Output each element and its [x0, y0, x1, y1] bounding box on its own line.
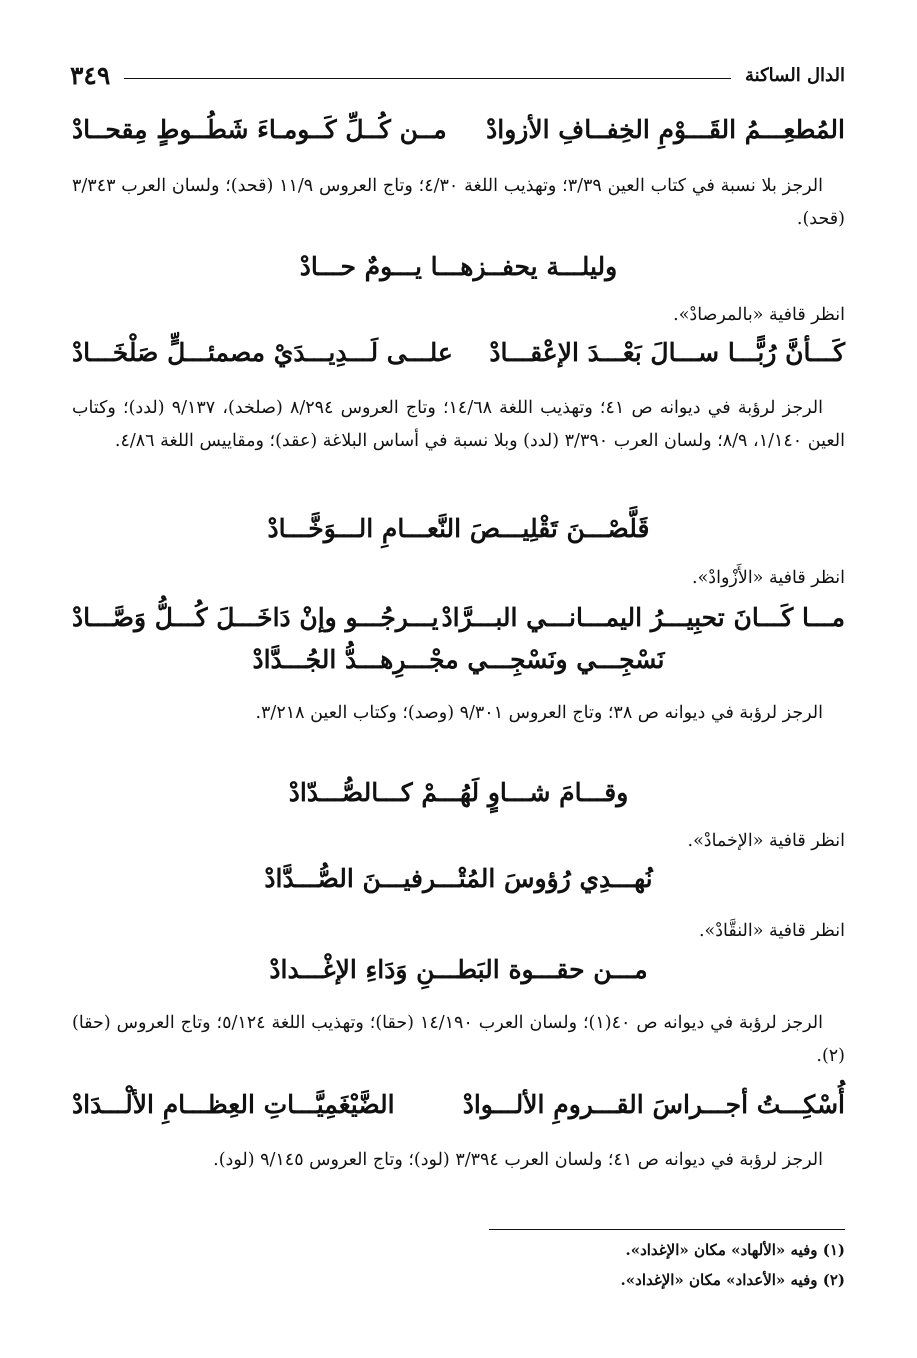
source-note-3: الرجز لرؤبة في ديوانه ص ٤١؛ وتهذيب اللغة ١٤/٦٨؛ وتاج العروس ٨/٢٩٤ (صلخد)، ٩/١٣٧ (لدد)؛ وكتاب العين ١/١٤٠، ٨/٩؛ ولسان العرب ٣/٣٩٠ (لدد) وبلا نسبة في أساس البلاغة (عقد)؛ ومقاييس اللغة ٤/٨٦.: [72, 398, 845, 451]
verse-9-second-hemistich: الضَّيْغَمِيَّـــاتِ العِظـــامِ الألْـــدَادْ: [72, 1090, 395, 1119]
verse-3: [72, 338, 845, 367]
footnote-rule: [489, 1229, 845, 1230]
verse-5-third-hemistich: نَسْجِـــي ونَسْجِـــي مجْـــرِهـــدُّ الجُـــدَّادْ: [252, 645, 665, 674]
source-note-8: الرجز لرؤبة في ديوانه ص ٤٠(١)؛ ولسان العرب ١٤/١٩٠ (حقا)؛ وتهذيب اللغة ٥/١٢٤؛ وتاج العروس (حقا)(٢).: [72, 1013, 845, 1066]
verse-5: [72, 603, 845, 632]
verse-1-first-hemistich: المُطعِـــمُ القَـــوْمِ الخِفــافِ الأزوادْ: [486, 115, 845, 144]
cross-reference-4: انظر قافية «الأَزْوادْ».: [692, 568, 845, 588]
verse-9: [72, 1090, 845, 1119]
cross-reference-6: انظر قافية «الإخمادْ».: [687, 831, 845, 851]
footnote-1: (١) وفيه «الألهاد» مكان «الإغداد».: [625, 1241, 845, 1259]
verse-7: [72, 864, 845, 893]
verse-1-second-hemistich: مــن كُــلِّ كَــومـاءَ شَطُــوطٍ مِقحــادْ: [72, 115, 447, 144]
page-number: ٣٤٩: [70, 60, 111, 90]
source-note-9: الرجز لرؤبة في ديوانه ص ٤١؛ ولسان العرب ٣/٣٩٤ (لود)؛ وتاج العروس ٩/١٤٥ (لود).: [213, 1150, 823, 1170]
verse-1: [72, 115, 845, 144]
verse-8-text: مـــن حقـــوة البَطـــنِ وَدَاءِ الإغْـــدادْ: [269, 955, 648, 984]
verse-2-text: وليلـــة يحفــزهـــا يـــومٌ حـــادْ: [299, 252, 618, 281]
verse-9-first-hemistich: أُسْكِـــتُ أجـــراسَ القـــرومِ الألـــوادْ: [462, 1090, 845, 1119]
verse-7-text: نُهـــدِي رُؤوسَ المُتْـــرفيـــنَ الصُّـــدَّادْ: [264, 864, 653, 893]
source-note-1: الرجز بلا نسبة في كتاب العين ٣/٣٩؛ وتهذيب اللغة ٤/٣٠؛ وتاج العروس ١١/٩ (قحد)؛ ولسان العرب ٣/٣٤٣ (قحد).: [72, 176, 845, 229]
verse-2: [72, 252, 845, 281]
verse-4: [72, 514, 845, 543]
source-note-5: الرجز لرؤبة في ديوانه ص ٣٨؛ وتاج العروس ٩/٣٠١ (وصد)؛ وكتاب العين ٣/٢١٨.: [255, 703, 823, 723]
verse-5-continuation: [72, 645, 845, 674]
verse-4-text: قَلَّصْـــنَ تَقْلِيـــصَ النَّعـــامِ الـــوَخَّـــادْ: [267, 514, 650, 543]
footnote-2: (٢) وفيه «الأعداد» مكان «الإغداد».: [620, 1271, 845, 1289]
verse-8: [72, 955, 845, 984]
verse-6-text: وقـــامَ شـــاوٍ لَهُـــمْ كـــالصُّـــدّادْ: [288, 778, 629, 807]
verse-5-first-hemistich: مـــا كَـــانَ تحبِيـــرُ اليمـــانـــي البـــرَّادْ: [441, 603, 845, 632]
verse-5-second-hemistich: يـــرجُـــو وإنْ دَاخَـــلَ كُـــلُّ وَصَّـــادْ: [72, 603, 439, 632]
cross-reference-2: انظر قافية «بالمرصادْ».: [673, 305, 845, 325]
header-rule: [124, 78, 731, 79]
chapter-title: الدال الساكنة: [745, 64, 845, 86]
page-header: [70, 58, 845, 92]
verse-6: [72, 778, 845, 807]
verse-3-second-hemistich: علـــى لَـــدِيـــدَيْ مصمئـــلٍّ صَلْخَـــادْ: [72, 338, 453, 367]
verse-3-first-hemistich: كَـــأنَّ رُبًّـــا ســـالَ بَعْـــدَ الإعْقـــادْ: [489, 338, 845, 367]
cross-reference-7: انظر قافية «النقَّادْ».: [698, 921, 845, 941]
